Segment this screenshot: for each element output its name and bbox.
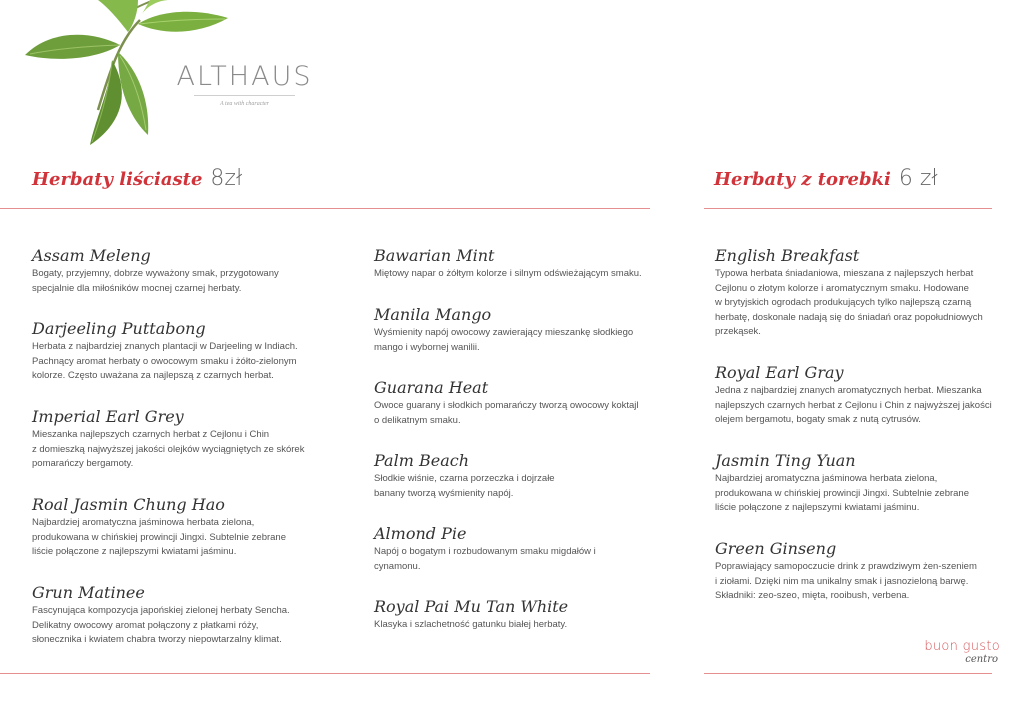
menu-item-name: Darjeeling Puttabong bbox=[32, 319, 206, 338]
menu-item bbox=[715, 539, 1000, 604]
brand-name: buon gusto bbox=[924, 639, 1000, 654]
menu-item-name: Green Ginseng bbox=[715, 539, 837, 558]
logo-divider bbox=[194, 95, 295, 96]
menu-item-description: Najbardziej aromatyczna jaśminowa herbata zielona, produkowana w chińskiej prowincji Jingxi. Subtelnie zebrane liście połączone z najlepszymi kwiatami jaśminu. bbox=[32, 517, 286, 558]
menu-item-description: Typowa herbata śniadaniowa, mieszana z najlepszych herbat Cejlonu o złotym kolorze i aromatycznym smaku. Hodowane w brytyjskich ogrodach produkujących tylko najlepszą czarną herbatę, doskonale nadają się do śniadań oraz popołudniowych przekąsek. bbox=[715, 268, 983, 338]
brand-sub: centro bbox=[965, 654, 998, 665]
bag-tea-top-rule bbox=[704, 208, 992, 209]
loose-tea-header bbox=[32, 166, 242, 191]
menu-item-description: Słodkie wiśnie, czarna porzeczka i dojrzałe banany tworzą wyśmienity napój. bbox=[374, 473, 555, 499]
menu-item-description: Wyśmienity napój owocowy zawierający mieszankę słodkiego mango i wybornej wanilii. bbox=[374, 327, 634, 353]
menu-item-description: Poprawiający samopoczucie drink z prawdziwym żen-szeniem i ziołami. Dzięki nim ma unikalny smak i jasnozieloną barwę. Składniki: zeo-szeo, mięta, rooibush, verbena. bbox=[715, 561, 977, 602]
menu-item-name: Bawarian Mint bbox=[374, 246, 495, 265]
menu-item-description: Owoce guarany i słodkich pomarańczy tworzą owocowy koktajl o delikatnym smaku. bbox=[374, 400, 639, 426]
menu-item-description: Miętowy napar o żółtym kolorze i silnym odświeżającym smaku. bbox=[374, 268, 642, 279]
loose-tea-title: Herbaty liściaste bbox=[32, 169, 203, 190]
menu-item-description: Napój o bogatym i rozbudowanym smaku migdałów i cynamonu. bbox=[374, 546, 596, 572]
menu-item bbox=[32, 246, 322, 296]
bag-tea-bottom-rule bbox=[704, 673, 992, 674]
menu-item bbox=[374, 378, 664, 428]
menu-item bbox=[374, 305, 664, 355]
menu-item-description: Mieszanka najlepszych czarnych herbat z Cejlonu i Chin z domieszką najwyższej jakości olejków wyciągniętych ze skórek pomarańczy bergamoty. bbox=[32, 429, 305, 470]
menu-item bbox=[32, 583, 322, 648]
menu-item-name: Imperial Earl Grey bbox=[32, 407, 184, 426]
menu-item-description: Jedna z najbardziej znanych aromatycznych herbat. Mieszanka najlepszych czarnych herbat z Cejlonu i Chin z najwyższej jakości olejem bergamotu, bogaty smak z nutą cytrusów. bbox=[715, 385, 992, 426]
menu-item-name: English Breakfast bbox=[715, 246, 860, 265]
menu-item-name: Almond Pie bbox=[374, 524, 467, 543]
menu-item bbox=[715, 451, 1000, 516]
althaus-logo bbox=[172, 62, 317, 107]
menu-item-name: Manila Mango bbox=[374, 305, 492, 324]
menu-item-name: Roal Jasmin Chung Hao bbox=[32, 495, 225, 514]
menu-item bbox=[715, 363, 1000, 428]
logo-tagline: A tea with character bbox=[219, 101, 270, 107]
menu-item-description: Herbata z najbardziej znanych plantacji w Darjeeling w Indiach. Pachnący aromat herbaty o owocowym smaku i żółto-zielonym kolorze. Często uważana za najlepszą z czarnych herbat. bbox=[32, 341, 298, 382]
menu-item-name: Royal Earl Gray bbox=[715, 363, 844, 382]
loose-tea-price: 8zł bbox=[210, 166, 243, 191]
menu-item-name: Palm Beach bbox=[374, 451, 469, 470]
menu-item bbox=[32, 319, 322, 384]
menu-item bbox=[715, 246, 1000, 340]
menu-item bbox=[374, 451, 664, 501]
menu-item-description: Najbardziej aromatyczna jaśminowa herbata zielona, produkowana w chińskiej prowincji Jingxi. Subtelnie zebrane liście połączone z najlepszymi kwiatami jaśminu. bbox=[715, 473, 969, 514]
menu-item bbox=[374, 597, 664, 633]
menu-item-description: Klasyka i szlachetność gatunku białej herbaty. bbox=[374, 619, 568, 630]
menu-item bbox=[374, 524, 664, 574]
menu-item-name: Grun Matinee bbox=[32, 583, 145, 602]
loose-tea-top-rule bbox=[0, 208, 650, 209]
buon-gusto-logo bbox=[912, 640, 1000, 665]
menu-item-description: Fascynująca kompozycja japońskiej zielonej herbaty Sencha. Delikatny owocowy aromat połączony z płatkami róży, słonecznika i kwiatem chabra tworzy niepowtarzalny klimat. bbox=[32, 605, 290, 646]
bag-tea-price: 6 zł bbox=[898, 166, 938, 191]
menu-item bbox=[374, 246, 664, 282]
menu-item-name: Jasmin Ting Yuan bbox=[715, 451, 856, 470]
menu-item-name: Royal Pai Mu Tan White bbox=[374, 597, 569, 616]
logo-title: ALTHAUS bbox=[176, 61, 313, 92]
menu-item bbox=[32, 407, 322, 472]
menu-item-name: Assam Meleng bbox=[32, 246, 151, 265]
loose-tea-bottom-rule bbox=[0, 673, 650, 674]
bag-tea-header bbox=[714, 166, 938, 191]
menu-item bbox=[32, 495, 322, 560]
menu-item-description: Bogaty, przyjemny, dobrze wyważony smak, przygotowany specjalnie dla miłośników mocnej czarnej herbaty. bbox=[32, 268, 279, 294]
bag-tea-title: Herbaty z torebki bbox=[714, 169, 891, 190]
menu-item-name: Guarana Heat bbox=[374, 378, 489, 397]
